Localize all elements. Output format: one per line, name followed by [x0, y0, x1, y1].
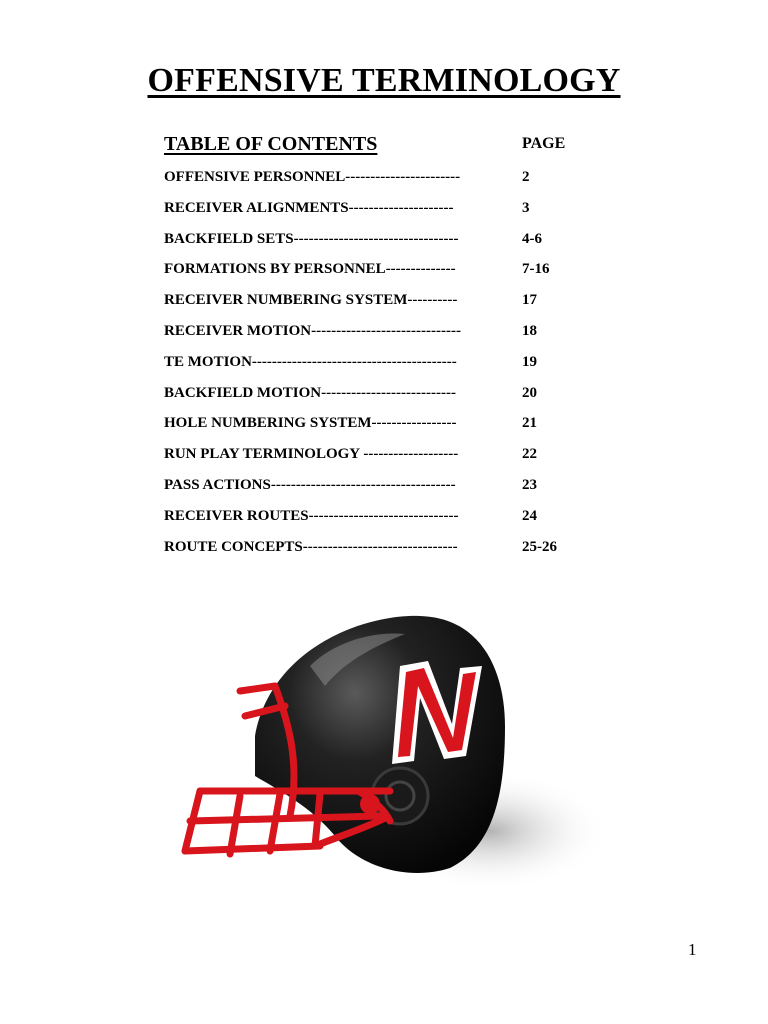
toc-entry — [164, 477, 584, 508]
toc-entry — [164, 446, 584, 477]
toc-entry — [164, 354, 584, 385]
document-title: OFFENSIVE TERMINOLOGY — [147, 62, 621, 99]
toc-entry-label: RECEIVER ROUTES------------------------------ — [164, 507, 459, 524]
toc-entry-label: BACKFIELD MOTION--------------------------- — [164, 384, 456, 401]
page-column-heading: PAGE — [522, 135, 566, 152]
toc-entry-page: 7-16 — [522, 261, 550, 278]
toc-entry — [164, 292, 584, 323]
toc-entry-page: 3 — [522, 199, 530, 216]
football-helmet-image — [160, 606, 610, 916]
toc-entry-page: 2 — [522, 169, 530, 185]
facemask-clip — [360, 794, 380, 814]
toc-entry-page: 25-26 — [522, 538, 557, 555]
toc-entry-label: RECEIVER MOTION------------------------------ — [164, 322, 461, 339]
toc-entry-page: 22 — [522, 446, 537, 463]
toc-entry-label: RUN PLAY TERMINOLOGY ------------------- — [164, 446, 459, 463]
toc-entry — [164, 231, 584, 262]
toc-entry — [164, 261, 584, 292]
toc-entry-page: 17 — [522, 292, 537, 309]
toc-heading: TABLE OF CONTENTS — [164, 133, 378, 155]
toc-list — [164, 169, 584, 569]
toc-entry — [164, 169, 584, 200]
toc-entry — [164, 385, 584, 416]
toc-entry — [164, 323, 584, 354]
toc-entry-label: ROUTE CONCEPTS------------------------------- — [164, 538, 458, 555]
toc-entry — [164, 415, 584, 446]
toc-entry-page: 18 — [522, 322, 537, 339]
toc-entry-label: RECEIVER ALIGNMENTS--------------------- — [164, 199, 454, 216]
toc-entry — [164, 508, 584, 539]
toc-entry-label: FORMATIONS BY PERSONNEL-------------- — [164, 261, 456, 278]
toc-entry-page: 4-6 — [522, 230, 542, 247]
toc-entry-label: RECEIVER NUMBERING SYSTEM---------- — [164, 292, 458, 309]
toc-entry-page: 24 — [522, 507, 537, 524]
page-number: 1 — [688, 940, 697, 959]
toc-entry-label: OFFENSIVE PERSONNEL----------------------- — [164, 169, 461, 185]
toc-entry — [164, 200, 584, 231]
toc-entry-page: 20 — [522, 384, 537, 401]
toc-entry-label: HOLE NUMBERING SYSTEM----------------- — [164, 415, 457, 432]
toc-entry-label: PASS ACTIONS------------------------------------- — [164, 476, 456, 493]
toc-entry-label: TE MOTION----------------------------------------- — [164, 353, 457, 370]
toc-entry — [164, 539, 584, 570]
toc-entry-page: 21 — [522, 415, 537, 432]
toc-entry-label: BACKFIELD SETS--------------------------------- — [164, 230, 459, 247]
toc-entry-page: 19 — [522, 353, 537, 370]
toc-entry-page: 23 — [522, 476, 537, 493]
